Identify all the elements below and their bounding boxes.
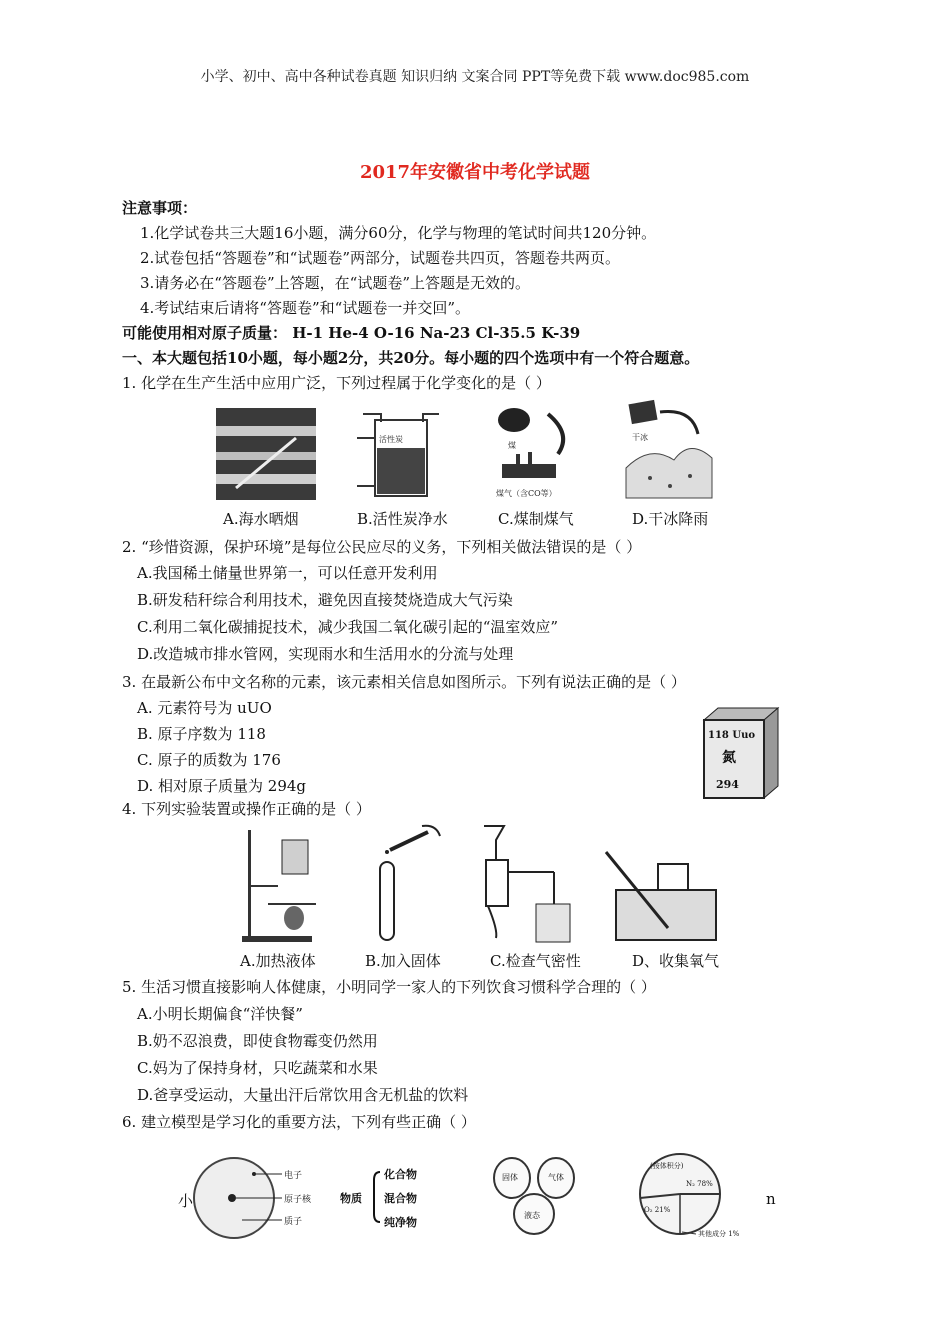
notice-item: 3.请务必在“答题卷”上答题，在“试题卷”上答题是无效的。 (140, 274, 530, 292)
q5-stem: 5. 生活习惯直接影响人体健康，小明同学一家人的下列饮食习惯科学合理的（ ） (122, 978, 656, 996)
q1-fig-d-label: 干冰 (632, 433, 648, 442)
q6-atom-label-electron: 电子 (284, 1171, 303, 1181)
q6-atom-label-nucleus: 原子核 (284, 1195, 312, 1205)
q1-fig-b-label: 活性炭 (379, 435, 403, 444)
q6-venn-label: 气体 (548, 1173, 564, 1182)
q2-stem: 2. “珍惜资源，保护环境”是每位公民应尽的义务，下列相关做法错误的是（ ） (122, 538, 642, 556)
q3-stem: 3. 在最新公布中文名称的元素，该元素相关信息如图所示。下列有说法正确的是（ ） (122, 673, 686, 691)
q6-pie-n2: N₂ 78% (686, 1180, 713, 1188)
q1-fig-a-salt-field (216, 408, 316, 500)
q6-pie-other: 其他成分 1% (698, 1230, 740, 1238)
q5-option-c: C.妈为了保持身材，只吃蔬菜和水果 (137, 1059, 378, 1077)
q3-element-card (698, 704, 782, 802)
q6-venn-label: 固体 (502, 1173, 518, 1182)
notice-heading: 注意事项： (122, 199, 198, 217)
q3-element-name: 氮 (722, 750, 736, 766)
q4-fig-d-collecting-oxygen (602, 848, 718, 944)
q4-fig-c-airtightness-check (478, 820, 574, 944)
q1-fig-c-coal-gas (488, 404, 584, 500)
q5-option-a: A.小明长期偏食“洋快餐” (137, 1005, 303, 1023)
q1-fig-c-coal-label: 煤 (508, 441, 516, 450)
q5-option-d: D.爸享受运动，大量出汗后常饮用含无机盐的饮料 (137, 1086, 469, 1104)
q6-venn-label: 液态 (524, 1211, 540, 1220)
q2-option-a: A.我国稀土储量世界第一，可以任意开发利用 (137, 564, 438, 582)
q6-fig-air-composition-pie (636, 1150, 766, 1240)
q6-left-mark: 小 (178, 1192, 194, 1210)
q6-matter-root: 物质 (340, 1192, 362, 1205)
page-header: 小学、初中、高中各种试卷真题 知识归纳 文案合同 PPT等免费下载 www.doc985.com (200, 69, 750, 85)
q4-fig-b-adding-solid (370, 822, 444, 944)
page-title: 2017年安徽省中考化学试题 (359, 162, 591, 183)
q4-option-b: B.加入固体 (365, 952, 441, 970)
notice-item: 4.考试结束后请将“答题卷”和“试题卷一并交回”。 (140, 299, 470, 317)
q2-option-c: C.利用二氧化碳捕捉技术，减少我国二氧化碳引起的“温室效应” (137, 618, 559, 636)
q3-element-mass: 294 (716, 778, 739, 791)
q6-pie-o2: O₂ 21% (644, 1206, 671, 1214)
q3-element-number-symbol: 118 Uuo (708, 730, 756, 741)
q2-option-d: D.改造城市排水管网，实现雨水和生活用水的分流与处理 (137, 645, 514, 663)
q3-option-a: A. 元素符号为 uUO (137, 699, 272, 717)
q6-pie-title: (按体积分) (650, 1162, 684, 1170)
q4-fig-a-heating-liquid (238, 826, 324, 944)
section-1-heading: 一、本大题包括10小题，每小题2分，共20分。每小题的四个选项中有一个符合题意。 (122, 349, 700, 367)
q6-matter-child: 混合物 (384, 1192, 417, 1205)
q5-option-b: B.奶不忍浪费，即使食物霉变仍然用 (137, 1032, 378, 1050)
q4-stem: 4. 下列实验装置或操作正确的是（ ） (122, 800, 371, 818)
q1-option-a: A.海水晒烟 (223, 510, 299, 528)
q6-right-mark: n (766, 1190, 776, 1208)
q1-fig-c-gas-label: 煤气（含CO等） (496, 489, 557, 498)
q6-fig-atom-model (192, 1156, 322, 1240)
q4-option-c: C.检查气密性 (490, 952, 581, 970)
q1-option-d: D.干冰降雨 (632, 510, 709, 528)
q6-matter-child: 化合物 (384, 1168, 417, 1181)
q6-stem: 6. 建立模型是学习化的重要方法，下列有些正确（ ） (122, 1113, 476, 1131)
q2-option-b: B.研发秸秆综合利用技术，避免因直接焚烧造成大气污染 (137, 591, 513, 609)
q1-fig-d-dry-ice-rain (620, 398, 720, 502)
q3-option-d: D. 相对原子质量为 294g (137, 777, 307, 795)
q6-fig-states-venn (490, 1152, 580, 1238)
q1-option-c: C.煤制煤气 (498, 510, 574, 528)
atomic-mass-line: 可能使用相对原子质量： H-1 He-4 O-16 Na-23 Cl-35.5 K-39 (122, 324, 581, 342)
q3-option-c: C. 原子的质数为 176 (137, 751, 281, 769)
q6-atom-label-proton: 质子 (284, 1217, 303, 1227)
q1-stem: 1. 化学在生产生活中应用广泛，下列过程属于化学变化的是（ ） (122, 374, 551, 392)
q6-matter-child: 纯净物 (384, 1216, 417, 1229)
q1-fig-b-carbon-filter (353, 408, 443, 500)
q4-option-d: D、收集氧气 (632, 952, 720, 970)
notice-item: 1.化学试卷共三大题16小题，满分60分，化学与物理的笔试时间共120分钟。 (140, 224, 657, 242)
q3-option-b: B. 原子序数为 118 (137, 725, 266, 743)
q1-option-b: B.活性炭净水 (357, 510, 448, 528)
notice-item: 2.试卷包括“答题卷”和“试题卷”两部分，试题卷共四页，答题卷共两页。 (140, 249, 620, 267)
q4-option-a: A.加热液体 (240, 952, 316, 970)
q6-fig-matter-classification (340, 1160, 450, 1234)
